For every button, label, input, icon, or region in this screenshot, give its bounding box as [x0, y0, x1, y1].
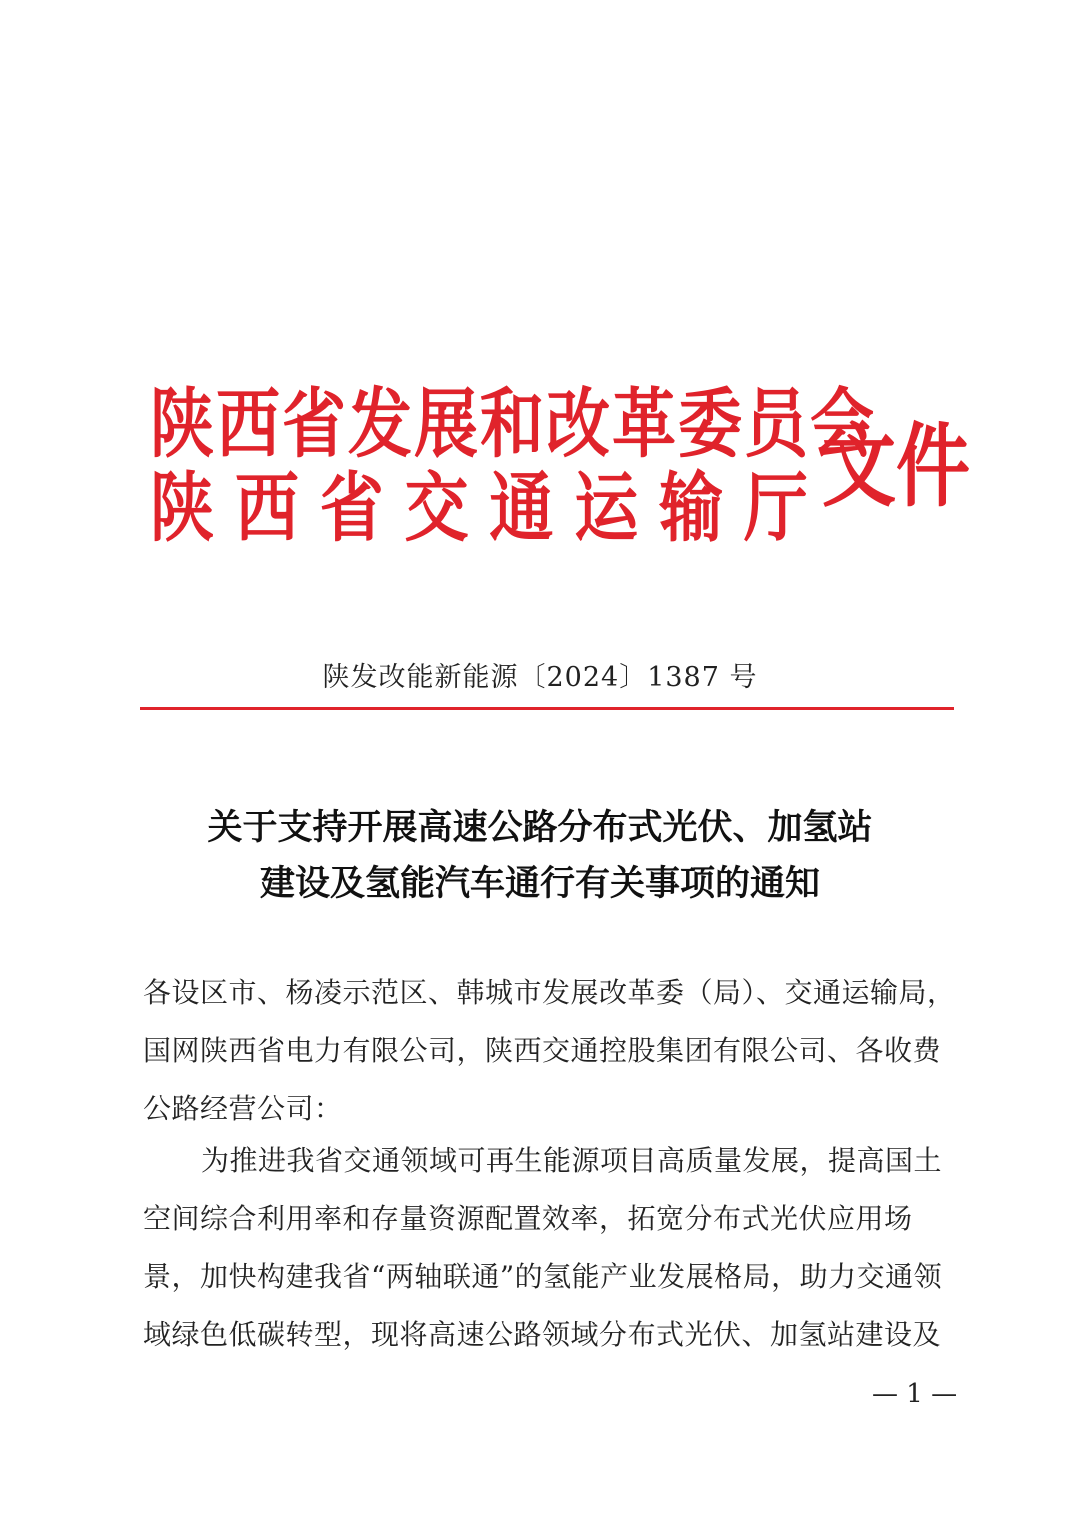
title-line: 关于支持开展高速公路分布式光伏、加氢站	[207, 808, 873, 848]
recipients-block	[143, 964, 959, 1138]
issuer-char: 省	[319, 464, 386, 553]
doc-type-label: 文件	[822, 414, 970, 520]
recipients-line: 国网陕西省电力有限公司，陕西交通控股集团有限公司、各收费	[143, 1034, 942, 1067]
issuer-char: 通	[489, 464, 556, 553]
recipients-line: 公路经营公司：	[143, 1092, 343, 1125]
issuer-char: 运	[574, 464, 641, 553]
document-number: 陕发改能新能源〔2024〕1387 号	[322, 662, 758, 693]
page-number: — 1 —	[872, 1379, 958, 1409]
issuer-name-development-reform: 陕西省发展和改革委员会	[150, 380, 876, 469]
recipients-line: 各设区市、杨凌示范区、韩城市发展改革委（局）、交通运输局，	[143, 976, 956, 1009]
issuer-char: 输	[659, 464, 726, 553]
body-line: 空间综合利用率和存量资源配置效率，拓宽分布式光伏应用场	[143, 1202, 913, 1235]
body-line: 景，加快构建我省“两轴联通”的氢能产业发展格局，助力交通领	[143, 1260, 943, 1293]
red-divider-line	[140, 707, 954, 710]
body-line: 为推进我省交通领域可再生能源项目高质量发展，提高国土	[201, 1144, 943, 1177]
body-line: 域绿色低碳转型，现将高速公路领域分布式光伏、加氢站建设及	[143, 1318, 942, 1351]
issuer-header	[150, 378, 970, 558]
body-paragraph	[143, 1132, 959, 1364]
document-title	[0, 800, 1080, 912]
issuer-char: 陕	[150, 464, 216, 553]
issuer-name-transport	[150, 462, 810, 556]
issuer-char: 交	[404, 464, 471, 553]
issuer-char: 厅	[743, 464, 810, 553]
title-line: 建设及氢能汽车通行有关事项的通知	[259, 864, 820, 904]
issuer-char: 西	[234, 464, 301, 553]
